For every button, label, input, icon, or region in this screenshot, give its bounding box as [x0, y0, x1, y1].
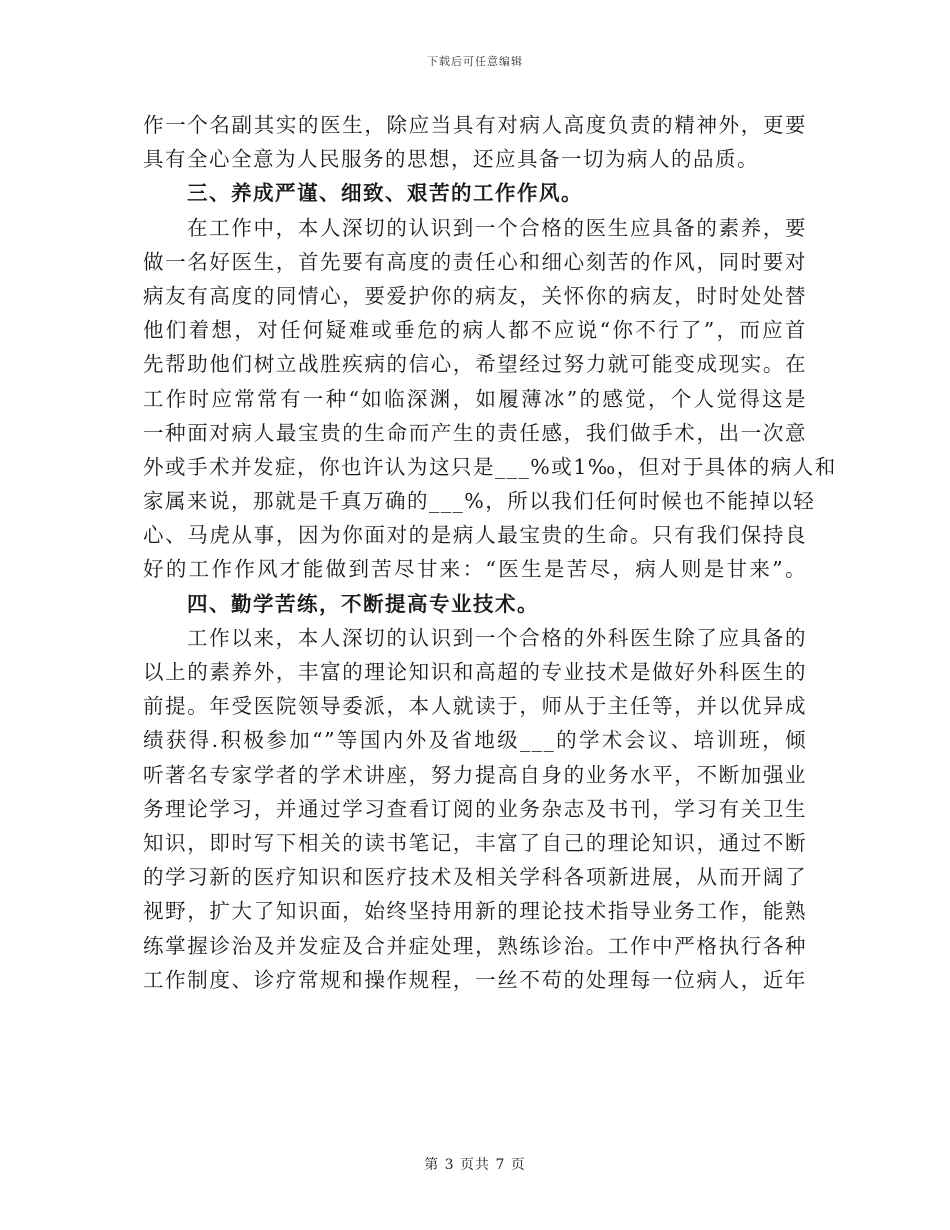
paragraph-line: 工作制度、诊疗常规和操作规程，一丝不苟的处理每一位病人，近年 — [143, 967, 807, 992]
paragraph-line: 在工作中，本人深切的认识到一个合格的医生应具备的素养，要 — [187, 215, 807, 240]
paragraph-line: 知识，即时写下相关的读书笔记，丰富了自己的理论知识，通过不断 — [143, 830, 807, 855]
paragraph-line: 的学习新的医疗知识和医疗技术及相关学科各项新进展，从而开阔了 — [143, 865, 807, 890]
paragraph-line: 外或手术并发症，你也许认为这只是___%或1‰，但对于具体的病人和 — [143, 454, 837, 479]
page-header-note: 下载后可任意编辑 — [427, 55, 523, 68]
paragraph-line: 练掌握诊治及并发症及合并症处理，熟练诊治。工作中严格执行各种 — [143, 933, 807, 958]
paragraph-line: 一种面对病人最宝贵的生命而产生的责任感，我们做手术，出一次意 — [143, 420, 807, 445]
paragraph-line: 他们着想，对任何疑难或垂危的病人都不应说“你不行了”，而应首 — [143, 318, 807, 343]
paragraph-line: 工作时应常常有一种“如临深渊，如履薄冰”的感觉，个人觉得这是 — [143, 386, 807, 411]
paragraph-line: 家属来说，那就是千真万确的___%，所以我们任何时候也不能掉以轻 — [143, 489, 816, 514]
paragraph-line: 工作以来，本人深切的认识到一个合格的外科医生除了应具备的 — [187, 625, 807, 650]
paragraph-line: 病友有高度的同情心，要爱护你的病友，关怀你的病友，时时处处替 — [143, 283, 807, 308]
paragraph-line: 具有全心全意为人民服务的思想，还应具备一切为病人的品质。 — [143, 147, 759, 172]
section-heading-4: 四、勤学苦练，不断提高专业技术。 — [187, 591, 539, 616]
paragraph-line: 以上的素养外，丰富的理论知识和高超的专业技术是做好外科医生的 — [143, 660, 807, 684]
paragraph-line: 务理论学习，并通过学习查看订阅的业务杂志及书刊，学习有关卫生 — [143, 796, 807, 821]
paragraph-line: 绩获得.积极参加“”等国内外及省地级___的学术会议、培训班，倾 — [143, 728, 807, 753]
section-heading-3: 三、养成严谨、细致、艰苦的工作作风。 — [187, 181, 583, 206]
paragraph-line: 先帮助他们树立战胜疾病的信心，希望经过努力就可能变成现实。在 — [143, 352, 807, 377]
paragraph-line: 听著名专家学者的学术讲座，努力提高自身的业务水平，不断加强业 — [143, 762, 807, 787]
document-body — [143, 108, 837, 997]
paragraph-line: 心、马虎从事，因为你面对的是病人最宝贵的生命。只有我们保持良 — [143, 523, 807, 548]
paragraph-line: 视野，扩大了知识面，始终坚持用新的理论技术指导业务工作，能熟 — [143, 899, 807, 924]
page-number: 第 3 页共 7 页 — [424, 1157, 526, 1173]
paragraph-line: 前提。年受医院领导委派，本人就读于，师从于主任等，并以优异成 — [143, 694, 807, 719]
paragraph-line: 好的工作作风才能做到苦尽甘来：“医生是苦尽，病人则是甘来”。 — [143, 557, 807, 582]
paragraph-line: 作一个名副其实的医生，除应当具有对病人高度负责的精神外，更要 — [143, 113, 807, 137]
paragraph-line: 做一名好医生，首先要有高度的责任心和细心刻苦的作风，同时要对 — [143, 249, 807, 274]
